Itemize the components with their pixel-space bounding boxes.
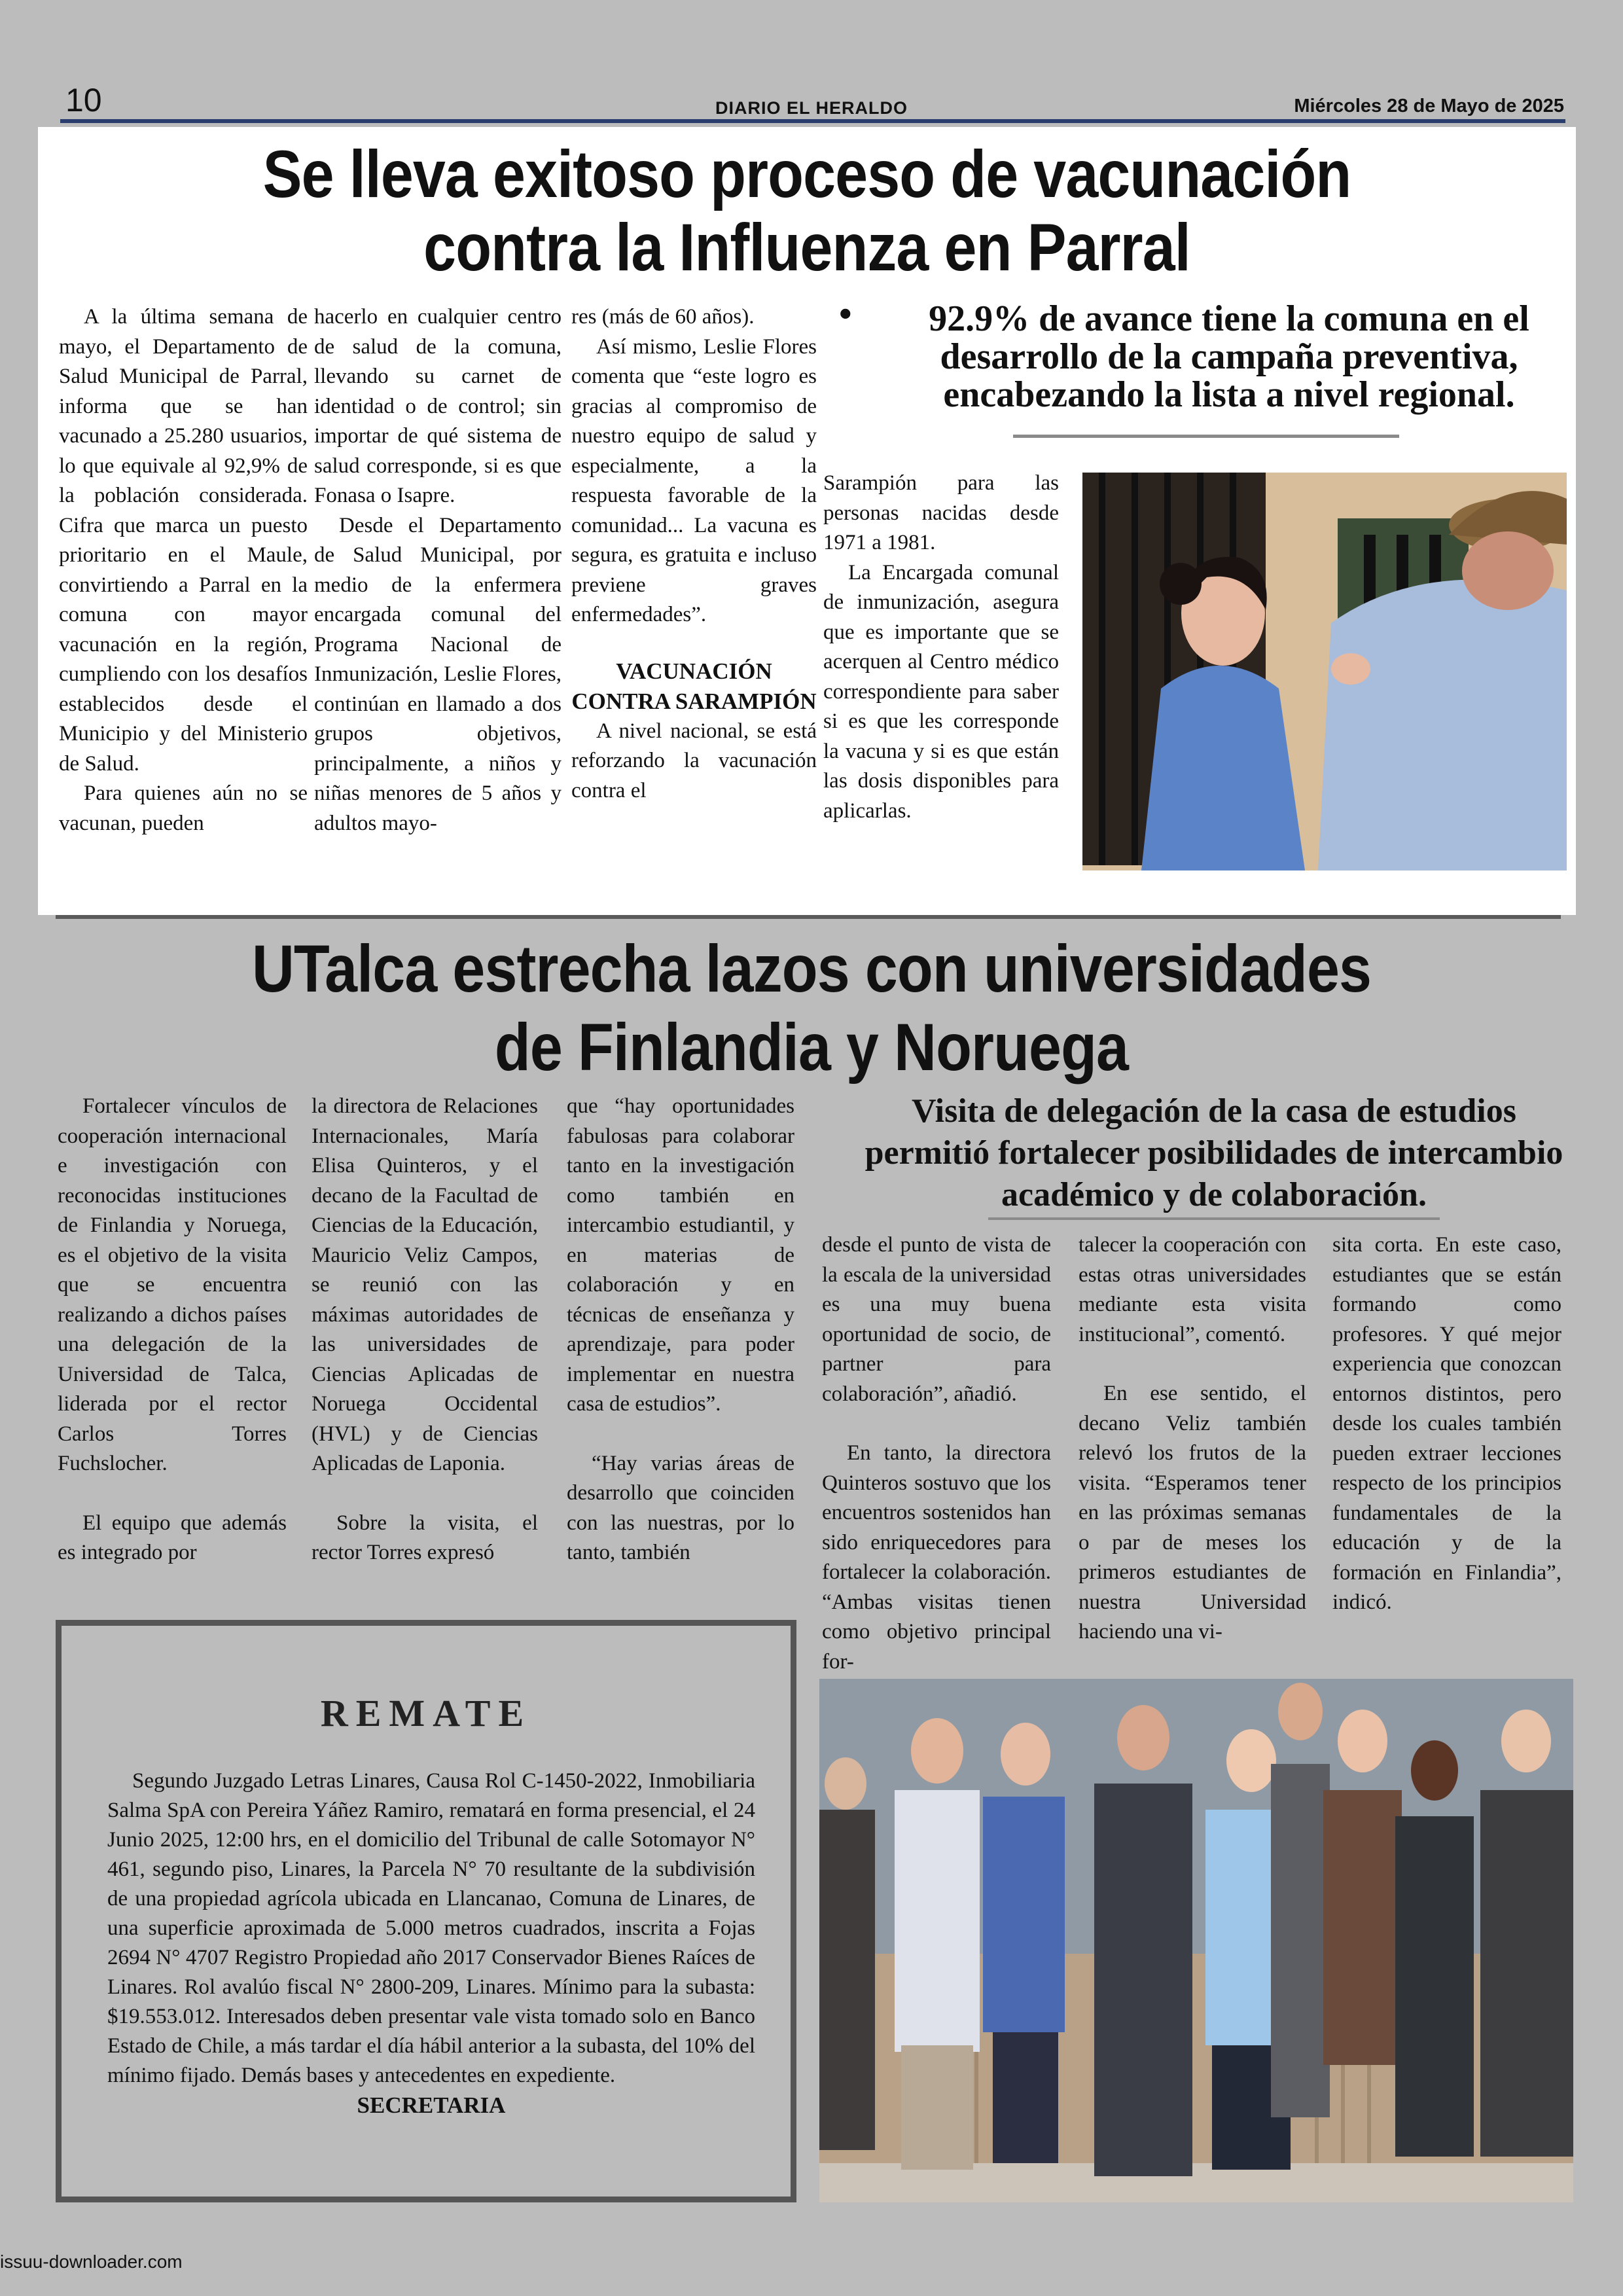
paragraph: Para quienes aún no se vacunan, pueden [59, 781, 308, 835]
article2-column-6 [1332, 1230, 1561, 1618]
paragraph: En ese sentido, el decano Veliz también relevó los frutos de la visita. “Esperamos tener en las próximas semanas o par de meses los primeros estudiantes de nuestra Universidad haciendo una vi- [1079, 1382, 1306, 1643]
paragraph: desde el punto de vista de la escala de la universidad es una muy buena oportunidad de socio, de partner para colaboración”, añadió. [822, 1233, 1051, 1406]
paragraph: “Hay varias áreas de desarrollo que coinciden con las nuestras, por lo tanto, también [567, 1451, 794, 1564]
header-divider [60, 119, 1565, 123]
article2-column-3 [567, 1092, 794, 1568]
paragraph: A la última semana de mayo, el Departamento de Salud Municipal de Parral, informa que se han vacunado a 25.280 usuarios, lo que equivale al 92,9% de la población considerada. Cifra que marca un puesto prioritario en el Maule, convirtiendo a Parral en la comuna con mayor vacunación en la región, cumpliendo con los desafíos establecidos desde el Municipio y del Ministerio de Salud. [59, 305, 308, 776]
page-number: 10 [65, 82, 102, 118]
article1-headline [130, 137, 1484, 284]
highlight-divider [1013, 435, 1399, 438]
headline-line: Se lleva exitoso proceso de vacunación [262, 137, 1351, 211]
article2-headline [98, 929, 1525, 1086]
article1-column-2 [314, 302, 562, 838]
remate-signature: SECRETARIA [357, 2092, 506, 2118]
newspaper-name: DIARIO EL HERALDO [715, 98, 908, 118]
article2-column-5 [1079, 1230, 1306, 1647]
paragraph: A nivel nacional, se está reforzando la vacunación contra el [571, 719, 817, 802]
subtitle-divider [988, 1217, 1440, 1220]
paragraph: Segundo Juzgado Letras Linares, Causa Rol C-1450-2022, Inmobiliaria Salma SpA con Pereira Yáñez Ramiro, rematará en forma presencial, el 24 Junio 2025, 12:00 hrs, en el domicilio del Tribunal de calle Sotomayor N° 461, segundo piso, Linares, la Parcela N° 70 resultante de la subdivisión de una propiedad agrícola ubicada en Llancanao, Comuna de Linares, de una superficie aproximada de 5.000 metros cuadrados, inscrita a Fojas 2694 N° 4707 Registro Propiedad año 2017 Conservador Bienes Raíces de Linares. Rol avalúo fiscal N° 2800-209, Linares. Mínimo para la subasta: $19.553.012. Interesados deben presentar vale vista tomado solo en Banco Estado de Chile, a más tardar el día hábil anterior a la subasta, del 10% del mínimo fijado. Demás bases y antecedentes en expediente. [107, 1769, 755, 2087]
article1-column-4 [823, 469, 1059, 826]
paragraph: talecer la cooperación con estas otras universidades mediante esta visita institucional”, comentó. [1079, 1233, 1306, 1346]
paragraph: El equipo que además es integrado por [58, 1511, 287, 1564]
article2-column-4 [822, 1230, 1051, 1677]
delegation-photo [819, 1679, 1573, 2202]
paragraph: sita corta. En este caso, estudiantes que se están formando como profesores. Y qué mejor experiencia que conozcan entornos distintos, pero desde los cuales también pueden extraer lecciones respecto de los principios fundamentales de la educación y de la formación en Finlandia”, indicó. [1332, 1233, 1561, 1614]
headline-line: contra la Influenza en Parral [423, 210, 1190, 285]
paragraph: Sobre la visita, el rector Torres expresó [312, 1511, 538, 1564]
source-watermark: issuu-downloader.com [0, 2251, 183, 2272]
issue-date: Miércoles 28 de Mayo de 2025 [1294, 96, 1564, 117]
headline-line: de Finlandia y Noruega [494, 1010, 1129, 1085]
article1-column-3 [571, 302, 817, 806]
article2-subtitle: Visita de delegación de la casa de estudios permitió fortalecer posibilidades de intercambio académico y de colaboración. [865, 1092, 1563, 1213]
paragraph: La Encargada comunal de inmunización, asegura que es importante que se acerquen al Centro médico correspondiente para saber si es que les corresponde la vacuna y si es que están las dosis disponibles para aplicarlas. [823, 560, 1059, 823]
paragraph: Fortalecer vínculos de cooperación internacional e investigación con reconocidas instituciones de Finlandia y Noruega, es el objetivo de la visita que se encuentra realizando a dichos países una delegación de la Universidad de Talca, liderada por el rector Carlos Torres Fuchslocher. [58, 1094, 287, 1475]
vaccination-photo [1082, 473, 1567, 870]
paragraph: Sarampión para las personas nacidas desde 1971 a 1981. [823, 471, 1059, 554]
remate-body [107, 1767, 755, 2120]
article2-column-2 [312, 1092, 538, 1568]
paragraph: res (más de 60 años). [571, 305, 755, 329]
article1-highlight: 92.9% de avance tiene la comuna en el desarrollo de la campaña preventiva, encabezando la lista a nivel regional. [929, 298, 1529, 415]
paragraph: En tanto, la directora Quinteros sostuvo que los encuentros sostenidos han sido enriquecedores para fortalecer la colaboración. “Ambas visitas tienen como objetivo principal for- [822, 1441, 1051, 1674]
paragraph: Así mismo, Leslie Flores comenta que “este logro es gracias al compromiso de nuestro equipo de salud y especialmente, a la respuesta favorable de la comunidad... La vacuna es segura, es gratuita e incluso previene graves enfermedades”. [571, 334, 817, 626]
article2-column-1 [58, 1092, 287, 1568]
article1-column-1 [59, 302, 308, 838]
bullet-icon: • [839, 294, 852, 334]
paragraph: hacerlo en cualquier centro de salud de la comuna, llevando su carnet de identidad o de control; sin importar de qué sistema de salud corresponde, si es que Fonasa o Isapre. [314, 305, 562, 507]
headline-line: UTalca estrecha lazos con universidades [251, 931, 1372, 1006]
remate-title: REMATE [320, 1692, 532, 1734]
paragraph: que “hay oportunidades fabulosas para colaborar tanto en la investigación como también en intercambio estudiantil, y en materias de colaboración y en técnicas de enseñanza y aprendizaje, para poder implementar en nuestra casa de estudios”. [567, 1094, 794, 1416]
paragraph: la directora de Relaciones Internacionales, María Elisa Quinteros, y el decano de la Facultad de Ciencias de la Educación, Mauricio Veliz Campos, se reunió con las máximas autoridades de las universidades de Ciencias Aplicadas de Noruega Occidental (HVL) y de Ciencias Aplicadas de Laponia. [312, 1094, 538, 1475]
section-subheading: VACUNACIÓN CONTRA SARAMPIÓN [571, 658, 817, 714]
paragraph: Desde el Departamento de Salud Municipal, por medio de la enfermera encargada comunal del Programa Nacional de Inmunización, Leslie Flores, continúan en llamado a dos grupos objetivos, principalmente, a niños y niñas menores de 5 años y adultos mayo- [314, 513, 562, 835]
article-vacunacion [38, 127, 1576, 915]
legal-notice-remate [56, 1620, 796, 2202]
section-divider [56, 915, 1561, 919]
